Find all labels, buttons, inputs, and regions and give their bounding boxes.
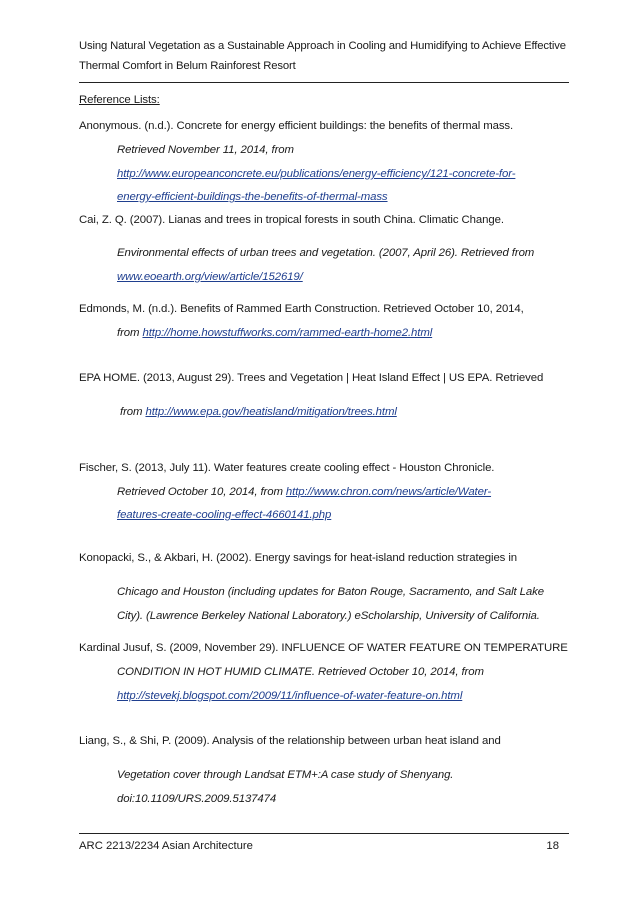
footer-rule xyxy=(79,833,569,834)
header-rule xyxy=(79,82,569,83)
footer-course: ARC 2213/2234 Asian Architecture xyxy=(79,840,253,852)
ref-3-line-1: Edmonds, M. (n.d.). Benefits of Rammed Earth Construction. Retrieved October 10, 2014, xyxy=(79,303,524,315)
header-line-1: Using Natural Vegetation as a Sustainable Approach in Cooling and Humidifying to Achieve Effective xyxy=(79,40,566,52)
ref-1-link-cont[interactable]: energy-efficient-buildings-the-benefits-of-thermal-mass xyxy=(117,191,388,203)
ref-8-line-1: Liang, S., & Shi, P. (2009). Analysis of the relationship between urban heat island and xyxy=(79,735,501,747)
ref-7-link[interactable]: http://stevekj.blogspot.com/2009/11/influence-of-water-feature-on.html xyxy=(117,690,463,702)
ref-1-line-2: Retrieved November 11, 2014, from xyxy=(117,144,294,156)
ref-4-line-1: EPA HOME. (2013, August 29). Trees and Vegetation | Heat Island Effect | US EPA. Retrieved xyxy=(79,372,544,384)
ref-2-line-1: Cai, Z. Q. (2007). Lianas and trees in tropical forests in south China. Climatic Change. xyxy=(79,214,504,226)
ref-6-line-3: City). (Lawrence Berkeley National Laboratory.) eScholarship, University of California. xyxy=(117,610,540,622)
ref-7-line-1: Kardinal Jusuf, S. (2009, November 29). INFLUENCE OF WATER FEATURE ON TEMPERATURE xyxy=(79,642,568,654)
ref-1-line-1: Anonymous. (n.d.). Concrete for energy efficient buildings: the benefits of thermal mass. xyxy=(79,120,514,132)
ref-3-from: from xyxy=(117,327,143,339)
ref-5-line-2 xyxy=(117,484,491,500)
ref-4-line-2 xyxy=(120,404,397,420)
header-line-2: Thermal Comfort in Belum Rainforest Resort xyxy=(79,60,296,72)
footer-page-number: 18 xyxy=(546,840,559,852)
ref-1-link[interactable]: http://www.europeanconcrete.eu/publications/energy-efficiency/121-concrete-for- xyxy=(117,168,516,180)
running-header xyxy=(79,36,569,76)
ref-6-line-1: Konopacki, S., & Akbari, H. (2002). Energy savings for heat-island reduction strategies in xyxy=(79,552,517,564)
ref-2-link[interactable]: www.eoearth.org/view/article/152619/ xyxy=(117,271,303,283)
ref-5-link[interactable]: http://www.chron.com/news/article/Water- xyxy=(285,486,492,498)
ref-8-line-3: doi:10.1109/URS.2009.5137474 xyxy=(117,793,277,805)
ref-5-retrieved: Retrieved October 10, 2014, from xyxy=(117,486,286,498)
ref-8-line-2: Vegetation cover through Landsat ETM+:A case study of Shenyang. xyxy=(117,769,454,781)
ref-4-from: from xyxy=(120,406,146,418)
ref-5-line-1: Fischer, S. (2013, July 11). Water features create cooling effect - Houston Chronicle. xyxy=(79,462,495,474)
ref-6-line-2: Chicago and Houston (including updates for Baton Rouge, Sacramento, and Salt Lake xyxy=(117,586,544,598)
ref-7-line-2: CONDITION IN HOT HUMID CLIMATE. Retrieved October 10, 2014, from xyxy=(117,666,484,678)
ref-3-line-2 xyxy=(117,325,432,341)
ref-2-line-2: Environmental effects of urban trees and vegetation. (2007, April 26). Retrieved from xyxy=(117,247,535,259)
ref-5-link-cont[interactable]: features-create-cooling-effect-4660141.php xyxy=(117,509,332,521)
ref-4-link[interactable]: http://www.epa.gov/heatisland/mitigation/trees.html xyxy=(145,406,397,418)
ref-3-link[interactable]: http://home.howstuffworks.com/rammed-earth-home2.html xyxy=(142,327,433,339)
section-title: Reference Lists: xyxy=(79,94,160,106)
